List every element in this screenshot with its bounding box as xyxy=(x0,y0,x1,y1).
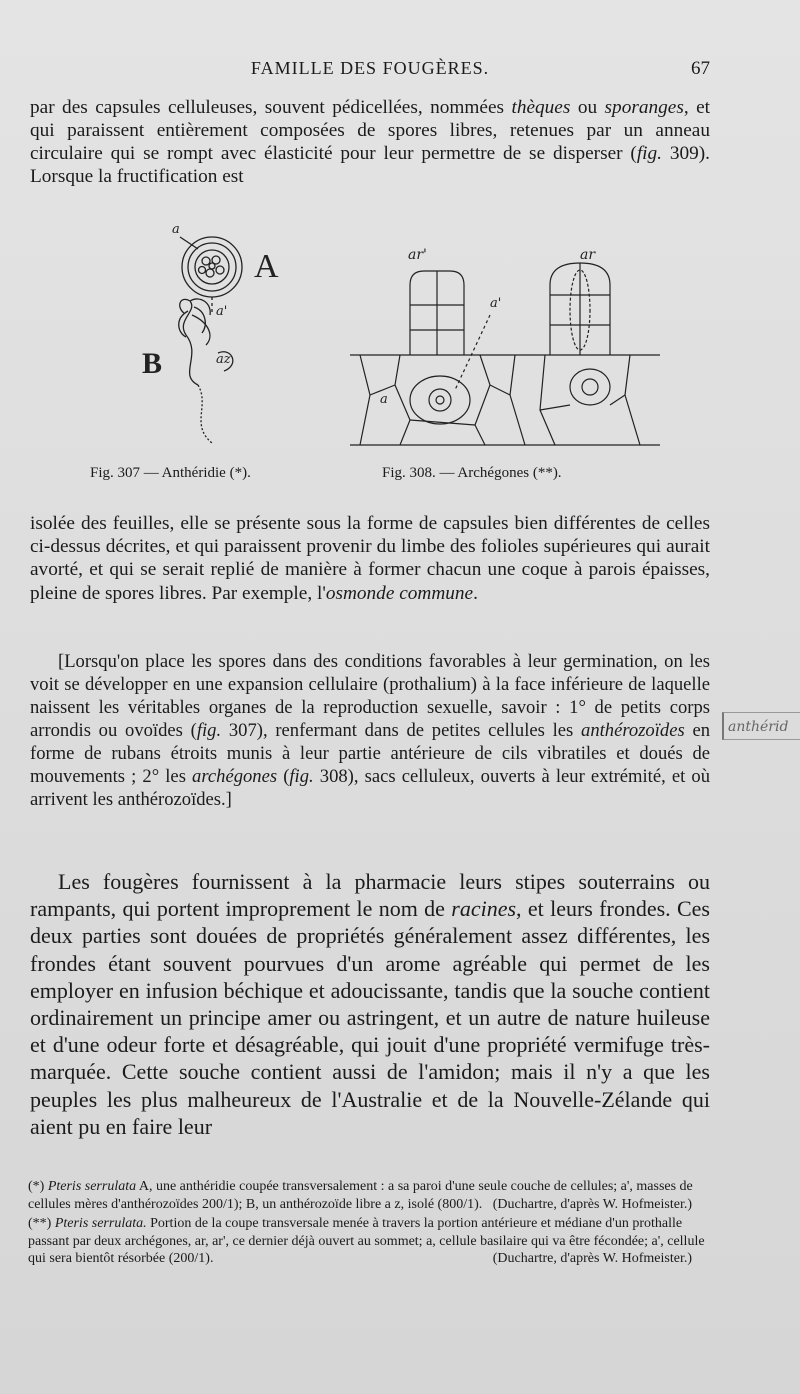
footnote-text: Portion de la coupe transversale menée à travers la portion antérieure et médiane d'un prothalle passant par deux archégones, ar, ar', ce dernier déjà ouvert au sommet; a, cellule basilaire qui va être fécondée; a', cellule qui sera bientôt résorbée (200/1). xyxy=(28,1216,705,1266)
footnote-species: Pteris serrulata. xyxy=(54,1216,147,1231)
figure-308-archegonia xyxy=(340,245,670,465)
footnote-2 xyxy=(28,1215,712,1268)
footnotes xyxy=(28,1178,712,1270)
margin-annotation: anthérid xyxy=(722,712,800,740)
label-a: a xyxy=(172,222,180,237)
label-az: az xyxy=(216,352,231,367)
basal-cell-a xyxy=(410,376,470,424)
page-number: 67 xyxy=(691,58,710,79)
label-a-prime-308: a' xyxy=(490,296,502,311)
footnote-1 xyxy=(28,1178,712,1213)
running-title: FAMILLE DES FOUGÈRES. xyxy=(250,58,490,78)
term-sporanges: sporanges xyxy=(604,97,684,118)
text-run: ( xyxy=(277,766,290,787)
footnote-source: (Duchartre, d'après W. Hofmeister.) xyxy=(492,1251,692,1266)
footnote-source: (Duchartre, d'après W. Hofmeister.) xyxy=(492,1196,692,1212)
text-run: 308), sacs celluleux, ouverts à leur extrémité, et où arrivent les anthérozoïdes.] xyxy=(30,766,710,810)
text-run: 307), renfermant dans de petites cellules les xyxy=(221,720,582,741)
paragraph-4 xyxy=(30,868,710,1140)
footnote-species: Pteris serrulata xyxy=(47,1179,137,1194)
text-run: Les fougères fournissent à la pharmacie leurs stipes souterrains ou rampants, qui portent improprement le nom de xyxy=(30,869,710,922)
footnote-marker: (*) xyxy=(28,1179,45,1194)
footnote-marker: (**) xyxy=(28,1216,52,1231)
cell-a-prime xyxy=(570,369,610,405)
figures-block xyxy=(30,215,710,505)
text-run: isolée des feuilles, elle se présente sous la forme de capsules bien différentes de celles ci-dessus décrites, et qui paraissent provenir du limbe des folioles supérieures qui aurait avorté, et qui se serait replié de manière à former chacun une coque à parois épaisses, pleine de spores libres. Par exemple, l' xyxy=(30,513,710,604)
text-run: , et qui paraissent entièrement composées de spores libres, retenues par un anneau circulaire qui se rompt avec élasticité pour leur permettre de se disperser ( xyxy=(30,97,711,164)
text-run: 309). Lorsque la fructification est xyxy=(30,143,710,187)
paragraph-2 xyxy=(30,512,710,605)
page-header xyxy=(30,58,710,88)
figure-307-antheridium xyxy=(140,215,310,465)
term-archegones: archégones xyxy=(192,766,278,787)
label-ar-prime: ar' xyxy=(408,247,427,263)
footnote-text: A, une anthéridie coupée transversalement : a sa paroi d'une seule couche de cellules; a', masses de cellules mères d'anthérozoïdes 200/1); B, un anthérozoïde libre a z, isolé (800/1). xyxy=(28,1179,693,1212)
text-run: par des capsules celluleuses, souvent pédicellées, nommées xyxy=(30,97,512,118)
label-a-308: a xyxy=(380,392,388,407)
antherozoid-body xyxy=(183,301,198,385)
term-theques: thèques xyxy=(511,97,571,118)
text-run: [Lorsqu'on place les spores dans des conditions favorables à leur germination, on les voit se développer en une expansion cellulaire (prothalium) à la face inférieure de laquelle naissent les véritables organes de la reproduction sexuelle, savoir : 1° de petits corps arrondis ou ovoïdes ( xyxy=(30,651,710,741)
label-ar: ar xyxy=(580,247,596,263)
term-racines: racines xyxy=(451,896,517,922)
caption-fig-308: Fig. 308. — Archégones (**). xyxy=(382,465,562,481)
label-A: A xyxy=(254,248,279,285)
figure-reference: fig. xyxy=(289,766,314,787)
figure-reference: fig. xyxy=(196,720,222,741)
label-a-prime: a' xyxy=(216,304,228,319)
figure-reference: fig. xyxy=(636,143,662,164)
term-osmonde-commune: osmonde commune xyxy=(325,582,474,604)
text-run: ou xyxy=(570,97,605,118)
antheridium-outer-wall xyxy=(182,237,242,297)
paragraph-3 xyxy=(30,650,710,811)
label-B: B xyxy=(142,347,163,380)
text-run: en forme de rubans étroits munis à leur partie antérieure de cils vibratiles et doués de mouvements ; 2° les xyxy=(30,720,710,787)
paragraph-1 xyxy=(30,96,710,188)
term-antherozoides: anthérozoïdes xyxy=(581,720,685,741)
caption-fig-307: Fig. 307 — Anthéridie (*). xyxy=(90,465,251,481)
text-run: , et leurs frondes. Ces deux parties sont douées de propriétés généralement assez différentes, les frondes étant souvent pourvues d'un arome agréable qui permet de les employer en infusion béchique et adoucissante, tandis que la souche contient ordinairement un principe amer ou astringent, et un autre de nature huileuse et d'une odeur forte et désagréable, qui jouit d'une propriété vermifuge très-marquée. Cette souche contient aussi de l'amidon; mais il n'y a que les peuples les plus malheureux de l'Australie et de la Nouvelle-Zélande qui aient pu en faire leur xyxy=(30,896,710,1139)
text-run: . xyxy=(473,582,478,604)
